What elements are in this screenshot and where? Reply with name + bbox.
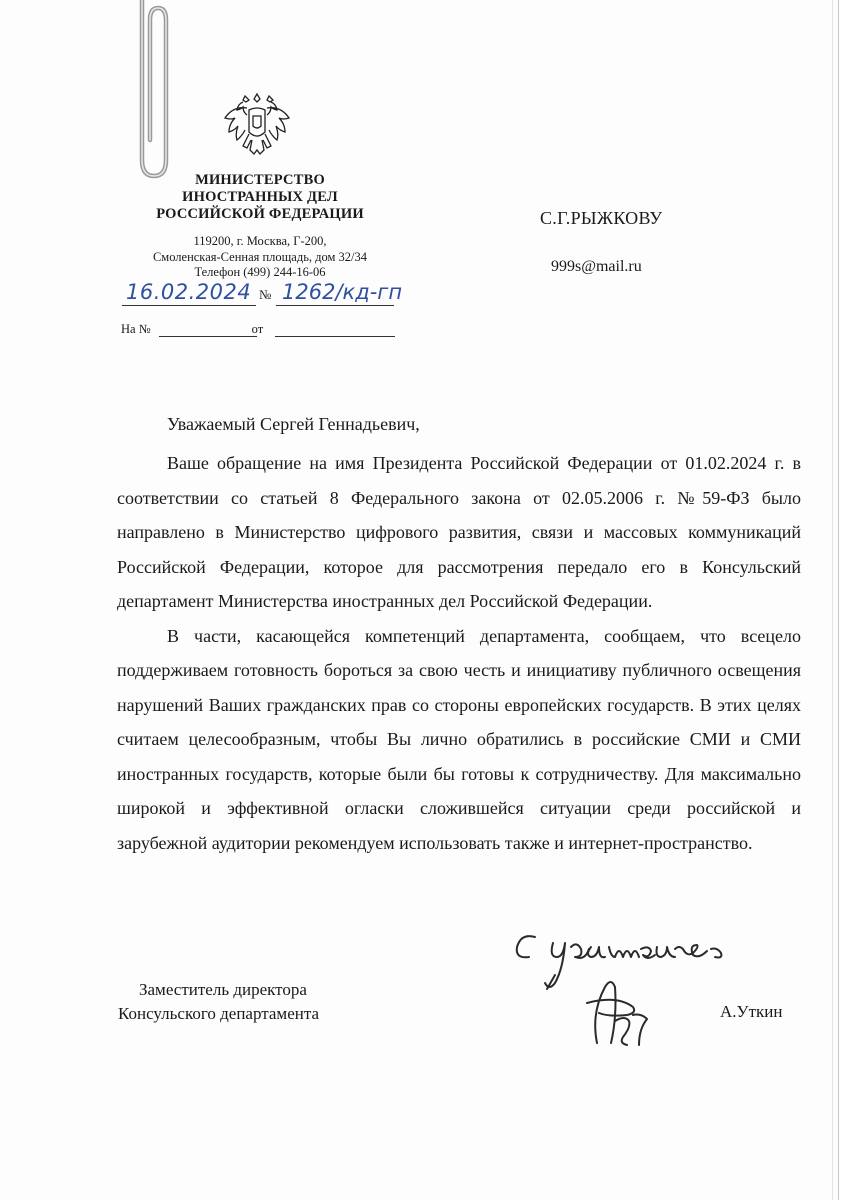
reference-line	[121, 322, 263, 337]
date-underline	[122, 305, 256, 306]
address-line-1: 119200, г. Москва, Г-200,	[193, 234, 327, 248]
ministry-name	[146, 172, 374, 223]
ministry-line-2: ИНОСТРАННЫХ ДЕЛ	[182, 189, 338, 205]
signatory-title	[118, 978, 319, 1026]
letter-body	[117, 446, 801, 860]
signatory-name: А.Уткин	[720, 1002, 783, 1021]
reference-date-label: от	[251, 322, 264, 336]
page-edge	[838, 0, 839, 1200]
paragraph-2: В части, касающейся компетенций департамента, сообщаем, что всецело поддерживаем готовность бороться за свою честь и инициативу публичного освещения нарушений Ваших гражданских прав со стороны европейских государств. В этих целях считаем целесообразным, чтобы Вы лично обратились в российские СМИ и СМИ иностранных государств, которые были бы готовы к сотрудничеству. Для максимально широкой и эффективной огласки сложившейся ситуации среди российской и зарубежной аудитории рекомендуем использовать также и интернет-пространство.	[117, 625, 801, 853]
page-edge-shadow	[832, 0, 833, 1200]
double-headed-eagle-emblem-icon	[218, 84, 296, 162]
paragraph-1: Ваше обращение на имя Президента Российской Федерации от 01.02.2024 г. в соответствии со статьей 8 Федерального закона от 02.05.2006 г. №59-ФЗ было направлено в Министерство цифрового развития, связи и массовых коммуникаций Российской Федерации, которое для рассмотрения передало его в Консульский департамент Министерства иностранных дел Российской Федерации.	[117, 453, 801, 611]
signatory-title-line-1: Заместитель директора	[139, 980, 307, 999]
phone-line: Телефон (499) 244-16-06	[194, 265, 326, 279]
salutation: Уважаемый Сергей Геннадьевич,	[167, 414, 420, 434]
recipient-email: 999s@mail.ru	[551, 258, 642, 275]
registration-number: 1262/кд-гп	[282, 280, 403, 304]
ministry-line-1: МИНИСТЕРСТВО	[195, 172, 325, 188]
ministry-line-3: РОССИЙСКОЙ ФЕДЕРАЦИИ	[156, 206, 364, 222]
paperclip-icon	[128, 0, 176, 185]
reference-number-underline	[159, 336, 257, 337]
number-underline	[276, 305, 394, 306]
address-line-2: Смоленская-Сенная площадь, дом 32/34	[152, 249, 368, 264]
signatory-title-line-2: Консульского департамента	[118, 1004, 320, 1023]
handwritten-signature	[505, 925, 775, 1065]
reference-number-label: На №	[121, 322, 151, 336]
number-sign: №	[259, 287, 272, 302]
recipient-name: С.Г.РЫЖКОВУ	[540, 208, 663, 228]
reference-date-underline	[275, 336, 395, 337]
ministry-address	[146, 234, 374, 281]
registration-date: 16.02.2024	[126, 280, 252, 304]
